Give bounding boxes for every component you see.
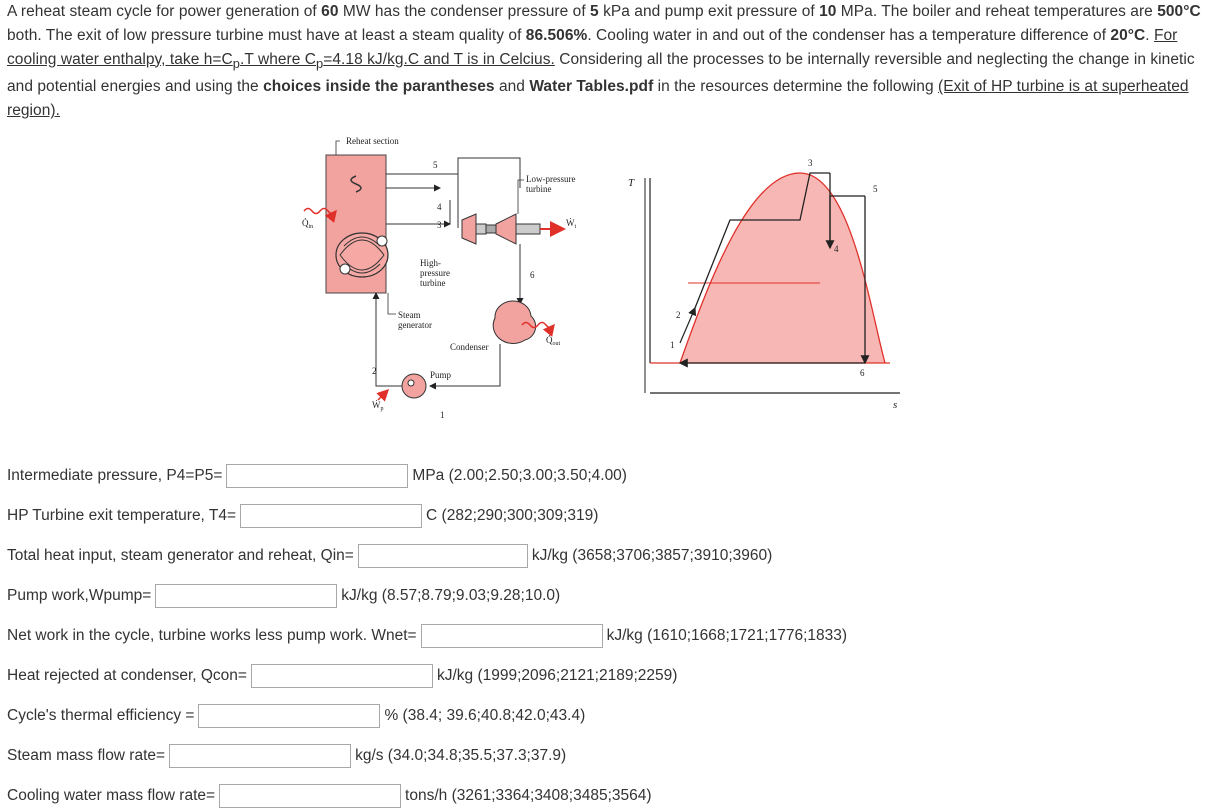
question-label: Pump work,Wpump= [7, 587, 152, 604]
question-row [7, 463, 627, 489]
condenser [493, 301, 535, 343]
q-out-label: $Q̇_{out}$ [546, 335, 561, 347]
turbine-shaft [516, 224, 540, 234]
question-unit: MPa (2.00;2.50;3.00;3.50;4.00) [412, 467, 627, 484]
question-row [7, 623, 847, 649]
lp-turbine-label: Low-pressure [526, 174, 576, 184]
question-row [7, 503, 598, 529]
hp-turbine [462, 214, 476, 244]
lp-turbine [496, 214, 516, 244]
state-2-label: 2 [372, 366, 377, 376]
question-row [7, 583, 560, 609]
problem-text: MW has the condenser pressure of [338, 3, 591, 20]
question-unit: kJ/kg (3658;3706;3857;3910;3960) [531, 547, 773, 564]
hp-turbine-label: pressure [420, 268, 450, 278]
total-heat-input-input[interactable] [358, 544, 528, 568]
q-in-label: $Q̇_{in}$ [302, 218, 314, 230]
question-label: Steam mass flow rate= [7, 747, 166, 764]
state-4-label: 4 [437, 202, 442, 212]
problem-statement [7, 0, 1212, 123]
problem-text: in the resources determine the following [653, 78, 938, 96]
question-label: Cycle's thermal efficiency = [7, 707, 195, 724]
intermediate-pressure-input[interactable] [226, 464, 408, 488]
question-row [7, 703, 585, 729]
question-unit: tons/h (3261;3364;3408;3485;3564) [405, 787, 652, 804]
problem-text: A reheat steam cycle for power generation of [7, 3, 322, 20]
question-unit: kJ/kg (1610;1668;1721;1776;1833) [606, 627, 848, 644]
question-label: Heat rejected at condenser, Qcon= [7, 667, 247, 684]
pump [402, 374, 426, 398]
choices-emphasis: choices inside the parantheses [263, 78, 495, 96]
question-label: HP Turbine exit temperature, T4= [7, 507, 237, 524]
state-1-label: 1 [440, 410, 445, 420]
state-6-label: 6 [530, 270, 535, 280]
thermal-efficiency-input[interactable] [198, 704, 380, 728]
steam-generator-label: generator [398, 320, 432, 330]
net-work-input[interactable] [421, 624, 603, 648]
condenser-label: Condenser [450, 342, 489, 352]
problem-text: MPa. The boiler and reheat temperatures are [836, 3, 1158, 20]
question-label: Intermediate pressure, P4=P5= [7, 467, 223, 484]
boiler-temperature-value: 500°C [1157, 3, 1201, 20]
question-label: Net work in the cycle, turbine works less pump work. Wnet= [7, 627, 417, 644]
problem-text: kPa and pump exit pressure of [598, 3, 820, 20]
question-unit: kg/s (34.0;34.8;35.5;37.3;37.9) [355, 747, 567, 764]
steam-generator [326, 155, 388, 293]
cooling-water-note: For cooling water enthalpy, take $h=C_p.T$ where $C_p=4.18$ kJ/kg.C and T is in Celcius. [7, 26, 1178, 71]
ts-state-6: 6 [860, 368, 865, 378]
steam-mass-flow-input[interactable] [169, 744, 351, 768]
superheated-note: (Exit of HP turbine is at superheated region). [7, 78, 1189, 120]
ts-state-1: 1 [670, 340, 675, 350]
problem-text: . [1145, 26, 1154, 44]
pump-label: Pump [430, 370, 452, 380]
power-value: 60 [321, 3, 339, 20]
cooling-water-mass-flow-input[interactable] [219, 784, 401, 808]
water-tables-reference: Water Tables.pdf [529, 78, 654, 96]
problem-text: both. The exit of low pressure turbine must have at least a steam quality of [7, 26, 526, 44]
pump-pressure-value: 10 [819, 3, 837, 20]
hp-turbine-exit-temperature-input[interactable] [240, 504, 422, 528]
steam-quality-value: 86.506% [525, 26, 588, 44]
condenser-pressure-value: 5 [590, 3, 599, 20]
hp-turbine-label: High- [420, 258, 441, 268]
question-row [7, 743, 566, 769]
problem-text: and [494, 78, 530, 96]
problem-text: Considering all the processes to be internally reversible and neglecting the change in kinetic and potential energies and using the [7, 50, 1195, 96]
state-3-label: 3 [437, 220, 442, 230]
question-unit: % (38.4; 39.6;40.8;42.0;43.4) [384, 707, 586, 724]
lp-turbine-label: turbine [526, 184, 552, 194]
question-unit: kJ/kg (8.57;8.79;9.03;9.28;10.0) [341, 587, 561, 604]
problem-text: . Cooling water in and out of the condenser has a temperature difference of [587, 26, 1111, 44]
heat-rejected-input[interactable] [251, 664, 433, 688]
w-p-label: Ẇ$_p$ [372, 400, 384, 412]
ts-state-2: 2 [676, 310, 681, 320]
ts-state-5: 5 [873, 184, 878, 194]
question-label: Cooling water mass flow rate= [7, 787, 216, 804]
t-s-diagram [628, 158, 900, 411]
question-row [7, 663, 677, 689]
reheat-section-label: Reheat section [346, 136, 399, 146]
t-axis-label: T [628, 177, 635, 189]
ts-state-4: 4 [834, 244, 839, 254]
temperature-difference-value: 20°C [1110, 26, 1146, 44]
question-row [7, 783, 652, 809]
question-label: Total heat input, steam generator and reheat, Qin= [7, 547, 354, 564]
question-row [7, 543, 772, 569]
reheat-cycle-figure [290, 128, 915, 428]
question-unit: C (282;290;300;309;319) [426, 507, 599, 524]
steam-generator-label: Steam [398, 310, 421, 320]
ts-state-3: 3 [808, 158, 813, 168]
state-5-label: 5 [433, 160, 438, 170]
s-axis-label: s [893, 399, 898, 411]
w-t-label: Ẇ$_t$ [566, 218, 577, 230]
question-unit: kJ/kg (1999;2096;2121;2189;2259) [436, 667, 678, 684]
hp-turbine-label: turbine [420, 278, 446, 288]
pump-work-input[interactable] [155, 584, 337, 608]
